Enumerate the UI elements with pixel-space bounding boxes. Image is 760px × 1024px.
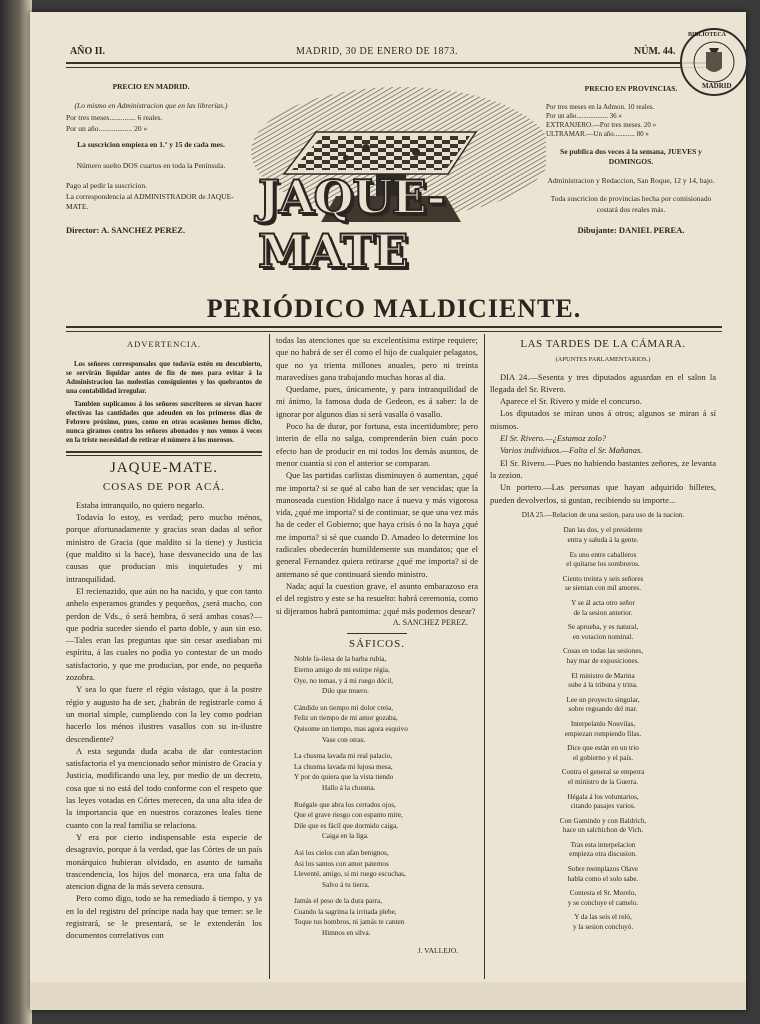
price-row-label: EXTRANJERO.—Por tres meses. [546, 120, 643, 129]
price-row-value: 36 » [609, 111, 622, 120]
article-paragraph: Poco ha de durar, por fortuna, esta incertidumbre; pero interin de ella no salga, comprenderán bien cuán poco efecto han de producir en mi todos los demás asuntos, de menor cuantía si con el anterior se comparan. [276, 421, 478, 468]
poem-line: Oye, no temas, y á mi ruego dócil, [294, 676, 394, 685]
poem-line: Que el grave riesgo con espanto mire, [294, 811, 403, 820]
header-rule [66, 62, 722, 68]
couplet [490, 599, 716, 618]
page-bottom-margin [30, 982, 746, 1010]
couplet-line: Dice que están en un trio [567, 744, 639, 753]
chamber-subtitle: (APUNTES PARLAMENTARIOS.) [555, 356, 651, 364]
column-two [276, 334, 478, 957]
poem-body [276, 654, 478, 938]
couplet-line: citando pasajes varios. [570, 802, 636, 811]
couplet-line: Contesta el Sr. Morelo, [569, 889, 637, 898]
couplet-line: El ministro de Marina [571, 671, 635, 680]
chamber-paragraph: Varios individuos.—Falta el Sr. Mañanas. [500, 445, 643, 456]
article-paragraph: Nada; aquí la cuestion grave, el asunto embarazoso era el del registro y este se ha resuelto: habrá ceremonia, como si dijeramos habrá pantomima: ¿qué más podemos desear? [276, 580, 478, 616]
madrid-price-row [66, 124, 236, 135]
couplet-line: y la sesion concluyó. [572, 923, 634, 932]
poem-stanza [276, 751, 478, 793]
madrid-price-note: (Lo mismo en Administracion que en las librerías.) [74, 100, 228, 110]
illustrator-credit: Dibujante: DANIEL PEREA. [577, 225, 685, 235]
couplet-line: el gobierno y el país. [572, 753, 634, 762]
article-paragraph: Pero como digo, todo se ha remediado á tiempo, y ya en lo del registro del príncipe nada hay que temer: se le registrará, se le presentará, se le extenderán los documentos correlativos con [66, 893, 262, 941]
province-price-row [546, 130, 716, 139]
poem-line: Toque tus hombros, ni jamás te canten [294, 918, 405, 927]
poem-line: Jamás el peso de la dura parra, [294, 897, 383, 906]
couplet-line: Hégala á los voluntarios, [567, 792, 639, 801]
subscription-start: La suscricion empieza en 1.º y 15 de cada mes. [77, 140, 225, 149]
couplet [490, 841, 716, 860]
session-intro: DIA 25.—Relacion de una sesion, para uso de la nacion. [521, 510, 685, 519]
section-title: JAQUE-MATE. [109, 460, 219, 477]
province-price-heading: PRECIO EN PROVINCIAS. [584, 84, 678, 93]
notice-paragraph: Los señores corresponsales que todavía estén en descubierto, se servirán liquidar antes de fin de mes para evitar á la Administracion las molestias consiguientes y los quebrantos de una contabilidad irregular. [66, 360, 262, 396]
correspondence-note: La correspondencia al ADMINISTRADOR de JAQUE-MATE. [66, 191, 234, 211]
couplet [490, 744, 716, 763]
couplet-line: el quitarse los sombreros. [566, 560, 640, 569]
poem-line: Y por do quiera que la vista tiendo [294, 773, 394, 782]
couplet [490, 889, 716, 908]
couplet-line: entra y saluda á la gente. [567, 536, 639, 545]
price-row-label: ULTRAMAR.—Un año............ [546, 129, 635, 138]
price-row-label: Por tres meses en la Admon. [546, 102, 626, 111]
chamber-paragraph: Los diputados se miran unos á otros; algunos se miran á sí mismos. [490, 408, 716, 431]
price-row-value: 20 » [643, 120, 657, 129]
couplet [490, 793, 716, 812]
couplet-line: Con Gamindo y con Baldrich, [559, 816, 647, 825]
couplet-line: empieza otra discusion. [569, 850, 637, 859]
column-one [66, 338, 262, 942]
chamber-paragraph: El Sr. Rivero.—¿Estamoz zolo? [500, 433, 607, 444]
issue-number: NÚM. 44. [634, 46, 676, 57]
article-paragraph: Todavía lo estoy, es verdad; pero mucho ménos, porque afortunadamente y gracias sean dadas al señor ministro de Gracia (que maldito si la tiene) y Justicia (que maldito si la hace), hase desvanecido una de las causas que producian mis inquietudes y mi intranquilidad. [66, 512, 262, 584]
couplet-line: Dan las dos, y el presidente [563, 526, 643, 535]
loose-copy-price: Número suelto DOS cuartos en toda la Península. [76, 160, 226, 170]
couplet-line: hace un salchichon de Vich. [562, 826, 644, 835]
couplet [490, 623, 716, 642]
article-paragraph: El recienazido, que aún no ha nacido, y que con tanto anhelo esperamos grandes y pequeños, ¿será macho, con perdon de Vds., ó será hembra, ó será ambas cosas?—que podria suceder siendo el parto doble, y aun sin eso.—Tales eran las preguntas que sin cesar asediaban mi espíritu, á las cuales no podia yo contestar de un modo satisfactorio, y que me producian, por ende, no pequeña zozobra. [66, 585, 262, 683]
poem-stanza [276, 896, 478, 938]
poem-line: Hallo á la chusma. [322, 783, 376, 792]
section-divider [347, 633, 407, 634]
article-paragraph: Estaba intranquilo, no quiero negarlo. [76, 499, 205, 510]
poem-line: La chusma lavada mi lujosa mesa, [294, 762, 393, 771]
couplet-line: hay mar de exposiciones. [566, 656, 640, 665]
poem-stanza [276, 654, 478, 696]
price-row-value: 6 reales. [137, 113, 163, 122]
poem-stanza [276, 848, 478, 890]
couplet [490, 647, 716, 666]
province-price-row [546, 112, 716, 121]
masthead-subtitle: PERIÓDICO MALDICIENTE. [206, 294, 582, 323]
couplet [490, 696, 716, 715]
poem-line: Himnos en silva. [322, 929, 371, 938]
notice-title: ADVERTENCIA. [126, 339, 202, 349]
poem-signature: J. VALLEJO. [417, 945, 458, 955]
couplet-line: habla como el solo sabe. [567, 874, 639, 883]
couplet-line: Lee un proyecto singular, [566, 695, 640, 704]
chamber-paragraph: Un portero.—Las personas que hayan adquirido billetes, pueden devolverlos, si gustan, recibiendo su importe... [490, 482, 716, 505]
couplet-line: Tras esta interpelacion [570, 840, 636, 849]
poem-line: Asi los santos con amor paternos [294, 859, 389, 868]
article-paragraph: Y era por cierto indispensable esta especie de desagravio, porque á la verdad, que las Córtes de un país monárquico hubieran olvidado, en asunto de tamaña trascendencia, los hijos del monarca, era una falta de atencion digna de la más severa censura. [66, 831, 262, 892]
administration-address: Administracion y Redaccion, San Roque, 12 y 14, bajo. [547, 175, 715, 185]
notice-paragraph: Tambien suplicamos á los señores suscritores se sirvan hacer efectivas las cantidades que adeuden en los primeros dias de Febrero próximo, pues, como en otras ocasiones hemos dicho, nunca giramos contra los señores abonados y nos vemos á veces en la triste necesidad de retirar el número á los morosos. [66, 400, 262, 445]
couplet-line: y se concluye el camelo. [567, 898, 639, 907]
masthead-title-art: JAQUE-MATE [258, 170, 445, 278]
column-rule [484, 334, 485, 979]
couplet-line: sube á la tribuna y trina. [568, 681, 638, 690]
column-rule [269, 334, 270, 979]
year-label: AÑO II. [70, 46, 106, 57]
couplet-line: Ciento treinta y seis señores [562, 574, 644, 583]
column-three [490, 338, 716, 938]
couplet [490, 913, 716, 932]
couplet [490, 768, 716, 787]
section-divider [66, 451, 262, 456]
price-row-label: Por un año.................. [66, 123, 133, 133]
couplet-line: el ministro de la Guerra. [567, 777, 639, 786]
couplet-line: en votacion nominal. [572, 632, 634, 641]
couplet-line: empiezan rompiendo filas. [564, 729, 642, 738]
couplet [490, 672, 716, 691]
article-paragraph: Quedame, pues, únicamente, y para intranquilidad de mi ánimo, la famosa duda de Gedeon, es á saber: la de ignorar por algunos dias si será vasalla ó vasallo. [276, 384, 478, 419]
article-paragraph: A esta segunda duda acaba de dar contestacion satisfactoria el ya mencionado señor ministro de Gracia y Justicia, modificando una ley, por medio de un decreto, cosa que si no está del todo conforme con el respeto que las leyes votadas en Córtes merecen, da una alta idea de la importancia que en nuestros corazones leales tiene cuanto con la real familia se relaciona. [66, 745, 262, 830]
madrid-price-box [66, 82, 236, 235]
poem-line: Cándido un tiempo mi dolor creia, [294, 703, 394, 712]
price-row-value: 80 » [636, 129, 649, 138]
couplet-line: Y se ál acta otro señor [571, 599, 635, 608]
couplet [490, 720, 716, 739]
couplet-line: Se aprueba, y es natural, [567, 623, 639, 632]
poem-line: Eterno amigo de mi estirpe régia, [294, 666, 390, 675]
article-paragraph: todas las atenciones que su excelentísima estirpe requiere; que no habrá de ser él como el hijo de cualquier pelagatos, que no ya trienta millones anuales, pero ni treinta maravedises gana trabajando muchas horas al dia. [276, 335, 478, 382]
payment-note: Pago al pedir la suscricion. [66, 181, 148, 190]
poem-line: Dilo que muero. [322, 687, 369, 696]
couplet-line: Y da las seis el reló, [574, 913, 632, 922]
poem-line: Noble fa-ilesa de la barba rubia, [294, 655, 387, 664]
newspaper-page [30, 12, 746, 1010]
poem-line: Caiga en la liga. [322, 832, 369, 841]
couplet [490, 865, 716, 884]
poem-line: Quisome un tiempo, mas agora esquivo [294, 724, 408, 733]
poem-line: Feliz un tiempo de mi amor gozaba, [294, 714, 398, 723]
chamber-paragraph: DIA 24.—Sesenta y tres diputados aguardan en el salon la llegada del Sr. Rivero. [490, 371, 716, 394]
province-price-row [546, 103, 716, 112]
poem-stanza [276, 800, 478, 842]
chamber-paragraph: El Sr. Rivero.—Pues no habiendo bastantes zeñores, ze levanta la zezion. [490, 457, 716, 480]
stamp-bottom-text: MADRID [702, 82, 732, 90]
poem-line: Lleventé, amigo, si mi ruego escuchas, [294, 870, 406, 879]
article-paragraph: Y sea lo que fuere el régio vástago, que á la postre régio y augusto ha de ser, ¿habrán de registrarle como á un mortal simple, cumpliendo con la ley como podrian hacerlo los ménos ilustres vasallos con su in-ilustre descendiente? [66, 684, 262, 744]
province-price-row [546, 121, 716, 130]
poem-line: Vase con otras. [322, 735, 366, 744]
stamp-top-text: BIBLIOTECA [688, 32, 727, 38]
poem-line: La chusma lavada mi real palacio, [294, 752, 393, 761]
chamber-paragraph: Aparece el Sr. Rivero y mide el concurso. [500, 396, 642, 407]
province-subscription-note: Toda suscricion de provincias hecha por comisionado costará dos reales más. [550, 194, 712, 214]
price-row-value: 10 reales. [627, 102, 655, 111]
couplet [490, 817, 716, 836]
couplet-line: sobre reguando del mar. [568, 705, 638, 714]
price-row-label: Por un año.................. [546, 111, 608, 120]
couplet [490, 551, 716, 570]
chamber-title: LAS TARDES DE LA CÁMARA. [520, 338, 686, 350]
couplet [490, 575, 716, 594]
poem-line: Dile que es fácil que dormido caiga, [294, 821, 398, 830]
couplet-line: Cosas en todas las sesiones, [562, 647, 644, 656]
madrid-price-row [66, 113, 236, 124]
couplet-line: se sientan con mil amores. [564, 584, 642, 593]
price-row-value: 20 » [134, 123, 148, 133]
couplet-line: Sobre reemplazos Olave [567, 865, 639, 874]
madrid-price-heading: PRECIO EN MADRID. [112, 82, 190, 91]
poem-line: Ruégale que abra los cerrados ojos, [294, 800, 396, 809]
publication-schedule: Se publica dos veces á la semana, JUEVES y DOMINGOS. [560, 146, 702, 166]
masthead-bottom-rule [66, 326, 722, 332]
dateline: MADRID, 30 DE ENERO DE 1873. [296, 46, 459, 57]
article-signature: A. SANCHEZ PEREZ. [392, 617, 468, 627]
poem-stanza [276, 703, 478, 745]
couplet-line: de la sesion anterior. [573, 608, 633, 617]
couplet [490, 526, 716, 545]
poem-title: SÁFICOS. [349, 638, 405, 651]
page-binding-edge [0, 0, 32, 1024]
province-price-box [546, 84, 716, 236]
couplet-line: Interpelanlo Nouvilas, [570, 719, 636, 728]
price-row-label: Por tres meses.............. [66, 113, 136, 122]
article-paragraph: Que las partidas carlistas disminuyen ó aumentan, ¿qué me importa? si se qué al cabo han de ser vencidas; que la manoseada cuestion Hidalgo nace á nueva y más vigorosa vida, ¿qué me importa? si de continuar, se que una vez más ha de ceder el Gobierno; que haya crisis ó no la haya ¿qué me importa? si sé que cuando D. Amadeo lo determine los radicales obedecerán humildemente sus mandatos; que el general Fernandez quiera retirarse ¿qué me importa? si de antemano sé que continuará siendo ministro. [276, 470, 478, 579]
director-credit: Director: A. SANCHEZ PEREZ. [66, 224, 186, 235]
poem-line: Asi los cielos con afan benignos, [294, 848, 389, 857]
session-couplets [490, 526, 716, 932]
poem-line: Cuando la sagrima la irritada plebe, [294, 907, 397, 916]
couplet-line: Es uno entre caballeros [569, 550, 637, 559]
article-title: COSAS DE POR ACÁ. [102, 480, 226, 493]
couplet-line: Contra el general se emperra [561, 768, 645, 777]
poem-line: Salvo á tu tierra. [322, 880, 370, 889]
